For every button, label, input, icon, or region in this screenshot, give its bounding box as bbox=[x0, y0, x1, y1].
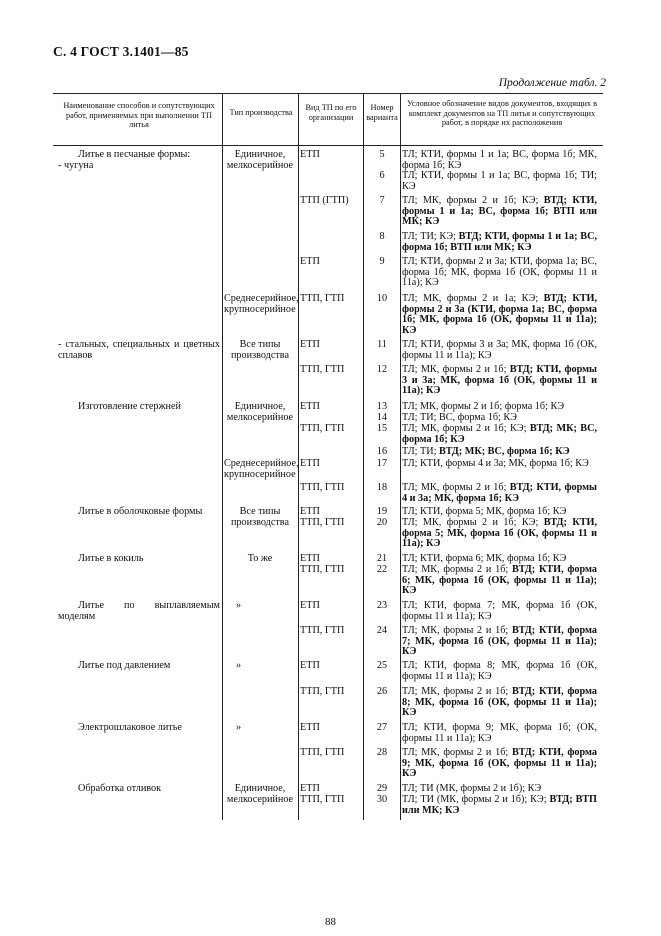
production-type-cell: Единичное, мелкосерийное bbox=[226, 149, 294, 171]
documents-segment: ТЛ; МК, формы 2 и 1б; bbox=[402, 747, 512, 758]
production-type-cell: Все типы производства bbox=[230, 339, 289, 361]
production-type-cell: Единичное, мелкосерийное bbox=[226, 783, 294, 805]
documents-segment: ТЛ; МК, формы 2 и 1б; bbox=[402, 564, 512, 575]
documents-bold-segment: ВТД; КТИ, формы 1 и 1а; ВС, форма 1б; ВТП или МК; КЭ bbox=[402, 195, 597, 228]
process-kind-cell: ТТП, ГТП bbox=[300, 794, 345, 805]
column-header-documents: Условное обозначение видов документов, входящих в комплект документов на ТП литья и сопутствующих работ, в порядке их расположения bbox=[406, 99, 598, 128]
documents-segment: ТЛ; МК, формы 2 и 1б; bbox=[402, 625, 512, 636]
process-kind-cell: ЕТП bbox=[300, 553, 320, 564]
method-cell: Литье в песчаные формы: bbox=[78, 149, 191, 160]
method-cell: - чугуна bbox=[58, 160, 94, 171]
documents-segment: ТЛ; ТИ (МК, формы 2 и 1б); КЭ bbox=[402, 783, 542, 794]
process-kind-cell: ЕТП bbox=[300, 256, 320, 267]
documents-cell bbox=[402, 784, 597, 795]
process-kind-cell: ТТП, ГТП bbox=[300, 364, 345, 375]
documents-cell bbox=[402, 413, 597, 424]
page-number: 88 bbox=[325, 916, 336, 928]
documents-bold-segment: ВТД; КТИ, форма 8; МК, форма 1б (ОК, формы 11 и 11а); КЭ bbox=[402, 686, 597, 719]
variant-number-cell: 9 bbox=[379, 256, 385, 267]
documents-segment: ТЛ; МК, формы 2 и 1б; КЭ; bbox=[402, 195, 544, 206]
documents-segment: ТЛ; КТИ, форма 5; МК, форма 1б; КЭ bbox=[402, 506, 567, 517]
variant-number-cell: 25 bbox=[376, 660, 388, 671]
method-cell: Литье в кокиль bbox=[78, 553, 144, 564]
documents-segment: ТЛ; КТИ, форма 6; МК, форма 1б; КЭ bbox=[402, 553, 567, 564]
documents-cell bbox=[402, 601, 597, 622]
table-header-rule bbox=[53, 145, 603, 146]
column-header-method: Наименование способов и сопутствующих работ, применяемых при выполнении ТП литья bbox=[63, 101, 215, 130]
column-divider bbox=[400, 93, 401, 820]
documents-cell bbox=[402, 459, 597, 470]
documents-cell bbox=[402, 748, 597, 780]
documents-cell bbox=[402, 196, 597, 228]
production-type-cell: » bbox=[236, 722, 242, 733]
column-divider bbox=[222, 93, 223, 820]
variant-number-cell: 20 bbox=[376, 517, 388, 528]
documents-segment: ТЛ; МК, формы 2 и 1б; форма 1б; КЭ bbox=[402, 401, 565, 412]
production-type-cell: Среднесерийное, крупносерийное bbox=[224, 293, 299, 315]
documents-cell bbox=[402, 294, 597, 336]
variant-number-cell: 12 bbox=[376, 364, 388, 375]
documents-cell bbox=[402, 447, 597, 458]
variant-number-cell: 19 bbox=[376, 506, 388, 517]
documents-cell bbox=[402, 565, 597, 597]
process-kind-cell: ТТП, ГТП bbox=[300, 747, 345, 758]
process-kind-cell: ТТП, ГТП bbox=[300, 423, 345, 434]
variant-number-cell: 22 bbox=[376, 564, 388, 575]
method-cell: - стальных, специальных и цветных сплавов bbox=[58, 339, 220, 361]
variant-number-cell: 27 bbox=[376, 722, 388, 733]
process-kind-cell: ТТП (ГТП) bbox=[300, 195, 349, 206]
process-kind-cell: ЕТП bbox=[300, 458, 320, 469]
documents-cell bbox=[402, 661, 597, 682]
variant-number-cell: 26 bbox=[376, 686, 388, 697]
documents-bold-segment: ВТД; КТИ, форма 7; МК, форма 1б (ОК, формы 11 и 11а); КЭ bbox=[402, 625, 597, 658]
documents-bold-segment: ВТД; КТИ, формы 4 и 3а; МК, форма 1б; КЭ bbox=[402, 482, 597, 504]
process-kind-cell: ЕТП bbox=[300, 722, 320, 733]
production-type-cell: Единичное, мелкосерийное bbox=[226, 401, 294, 423]
documents-cell bbox=[402, 232, 597, 253]
table-top-rule bbox=[53, 93, 603, 94]
documents-segment: ТЛ; МК, формы 2 и 1б; КЭ; bbox=[402, 423, 530, 434]
documents-cell bbox=[402, 554, 597, 565]
process-kind-cell: ТТП, ГТП bbox=[300, 625, 345, 636]
documents-bold-segment: ВТД; ВТП или МК; КЭ bbox=[402, 794, 597, 816]
documents-cell bbox=[402, 723, 597, 744]
variant-number-cell: 6 bbox=[379, 170, 385, 181]
production-type-cell: » bbox=[236, 600, 242, 611]
documents-bold-segment: ВТД; КТИ, форма 5; МК, форма 1б (ОК, формы 11 и 11а); КЭ bbox=[402, 517, 597, 550]
variant-number-cell: 5 bbox=[379, 149, 385, 160]
documents-bold-segment: ВТД; КТИ, формы 1 и 1а; ВС, форма 1б; ВТП или МК; КЭ bbox=[402, 231, 597, 253]
documents-segment: ТЛ; ТИ; bbox=[402, 446, 439, 457]
column-header-process-kind: Вид ТП по его организации bbox=[305, 103, 357, 122]
process-kind-cell: ЕТП bbox=[300, 401, 320, 412]
table-continuation-label: Продолжение табл. 2 bbox=[498, 77, 606, 89]
process-kind-cell: ЕТП bbox=[300, 506, 320, 517]
documents-segment: ТЛ; КТИ, формы 3 и 3а; МК, форма 1б (ОК, формы 11 и 11а); КЭ bbox=[402, 339, 597, 361]
documents-segment: ТЛ; МК, формы 2 и 1а; КЭ; bbox=[402, 293, 544, 304]
process-kind-cell: ЕТП bbox=[300, 783, 320, 794]
documents-segment: ТЛ; ТИ; КЭ; bbox=[402, 231, 459, 242]
documents-segment: ТЛ; МК, формы 2 и 1б; bbox=[402, 686, 512, 697]
document-header: С. 4 ГОСТ 3.1401—85 bbox=[53, 44, 189, 59]
column-header-variant-number: Номер варианта bbox=[366, 103, 398, 122]
process-kind-cell: ТТП, ГТП bbox=[300, 482, 345, 493]
column-header-production-type: Тип производства bbox=[229, 108, 293, 117]
variant-number-cell: 10 bbox=[376, 293, 388, 304]
variant-number-cell: 24 bbox=[376, 625, 388, 636]
documents-cell bbox=[402, 257, 597, 289]
documents-cell bbox=[402, 483, 597, 504]
documents-bold-segment: ВТД; МК; ВС, форма 1б; КЭ bbox=[438, 446, 570, 457]
process-kind-cell: ЕТП bbox=[300, 149, 320, 160]
documents-segment: ТЛ; МК, формы 2 и 1б; КЭ; bbox=[402, 517, 544, 528]
documents-segment: ТЛ; ТИ; ВС, форма 1б; КЭ bbox=[402, 412, 518, 423]
documents-segment: ТЛ; КТИ, форма 7; МК, форма 1б (ОК, формы 11 и 11а); КЭ bbox=[402, 600, 597, 622]
column-divider bbox=[298, 93, 299, 820]
variant-number-cell: 28 bbox=[376, 747, 388, 758]
variant-number-cell: 8 bbox=[379, 231, 385, 242]
variant-number-cell: 18 bbox=[376, 482, 388, 493]
column-divider bbox=[363, 93, 364, 820]
documents-cell bbox=[402, 507, 597, 518]
documents-segment: ТЛ; КТИ, формы 1 и 1а; ВС, форма 1б; ТИ; КЭ bbox=[402, 170, 597, 192]
process-kind-cell: ЕТП bbox=[300, 339, 320, 350]
method-cell: Литье под давлением bbox=[78, 660, 171, 671]
method-cell: Обработка отливок bbox=[78, 783, 162, 794]
production-type-cell: Среднесерийное, крупносерийное bbox=[224, 458, 299, 480]
documents-cell bbox=[402, 518, 597, 550]
process-kind-cell: ТТП, ГТП bbox=[300, 517, 345, 528]
process-kind-cell: ЕТП bbox=[300, 600, 320, 611]
process-kind-cell: ТТП, ГТП bbox=[300, 293, 345, 304]
documents-cell bbox=[402, 424, 597, 445]
documents-segment: ТЛ; КТИ, формы 2 и 3а; КТИ, форма 1а; ВС, форма 1б; МК, форма 1б (ОК, формы 11 и 11а); КЭ bbox=[402, 256, 597, 289]
variant-number-cell: 13 bbox=[376, 401, 388, 412]
documents-segment: ТЛ; МК, формы 2 и 1б; bbox=[402, 364, 510, 375]
variant-number-cell: 17 bbox=[376, 458, 388, 469]
documents-segment: ТЛ; МК, формы 2 и 1б; bbox=[402, 482, 510, 493]
documents-segment: ТЛ; КТИ, формы 4 и 3а; МК, форма 1б; КЭ bbox=[402, 458, 589, 469]
variant-number-cell: 21 bbox=[376, 553, 388, 564]
variant-number-cell: 23 bbox=[376, 600, 388, 611]
documents-segment: ТЛ; КТИ, форма 8; МК, форма 1б (ОК, формы 11 и 11а); КЭ bbox=[402, 660, 597, 682]
documents-bold-segment: ВТД; МК; ВС, форма 1б; КЭ bbox=[402, 423, 597, 445]
documents-cell bbox=[402, 626, 597, 658]
variant-number-cell: 29 bbox=[376, 783, 388, 794]
production-type-cell: То же bbox=[247, 553, 273, 564]
variant-number-cell: 11 bbox=[377, 339, 387, 350]
process-kind-cell: ЕТП bbox=[300, 660, 320, 671]
variant-number-cell: 7 bbox=[379, 195, 385, 206]
documents-cell bbox=[402, 687, 597, 719]
variant-number-cell: 14 bbox=[376, 412, 388, 423]
documents-segment: ТЛ; ТИ (МК, формы 2 и 1б); КЭ; bbox=[402, 794, 550, 805]
production-type-cell: » bbox=[236, 660, 242, 671]
documents-bold-segment: ВТД; КТИ, форма 6; МК, форма 1б (ОК, формы 11 и 11а); КЭ bbox=[402, 564, 597, 597]
documents-cell bbox=[402, 171, 597, 192]
process-kind-cell: ТТП, ГТП bbox=[300, 686, 345, 697]
documents-bold-segment: ВТД; КТИ, формы 2 и 3а (КТИ, форма 1а; ВС, форма 1б; МК, форма 1б (ОК, формы 11 и 11а); КЭ bbox=[402, 293, 597, 336]
production-type-cell: Все типы производства bbox=[230, 506, 289, 528]
documents-cell bbox=[402, 402, 597, 413]
method-cell: Литье по выплавляемым моделям bbox=[58, 600, 220, 622]
method-cell: Электрошлаковое литье bbox=[78, 722, 182, 733]
variant-number-cell: 16 bbox=[376, 446, 388, 457]
documents-bold-segment: ВТД; КТИ, формы 3 и 3а; МК, форма 1б (ОК, формы 11 и 11а); КЭ bbox=[402, 364, 597, 397]
variant-number-cell: 15 bbox=[376, 423, 388, 434]
process-kind-cell: ТТП, ГТП bbox=[300, 564, 345, 575]
documents-cell bbox=[402, 150, 597, 171]
documents-bold-segment: ВТД; КТИ, форма 9; МК, форма 1б (ОК, формы 11 и 11а); КЭ bbox=[402, 747, 597, 780]
method-cell: Изготовление стержней bbox=[78, 401, 181, 412]
documents-cell bbox=[402, 340, 597, 361]
documents-cell bbox=[402, 795, 597, 816]
documents-segment: ТЛ; КТИ, формы 1 и 1а; ВС, форма 1б; МК, форма 1б; КЭ bbox=[402, 149, 597, 171]
documents-segment: ТЛ; КТИ, форма 9; МК, форма 1б; (ОК, формы 11 и 11а); КЭ bbox=[402, 722, 597, 744]
method-cell: Литье в оболочковые формы bbox=[78, 506, 203, 517]
documents-cell bbox=[402, 365, 597, 397]
variant-number-cell: 30 bbox=[376, 794, 388, 805]
